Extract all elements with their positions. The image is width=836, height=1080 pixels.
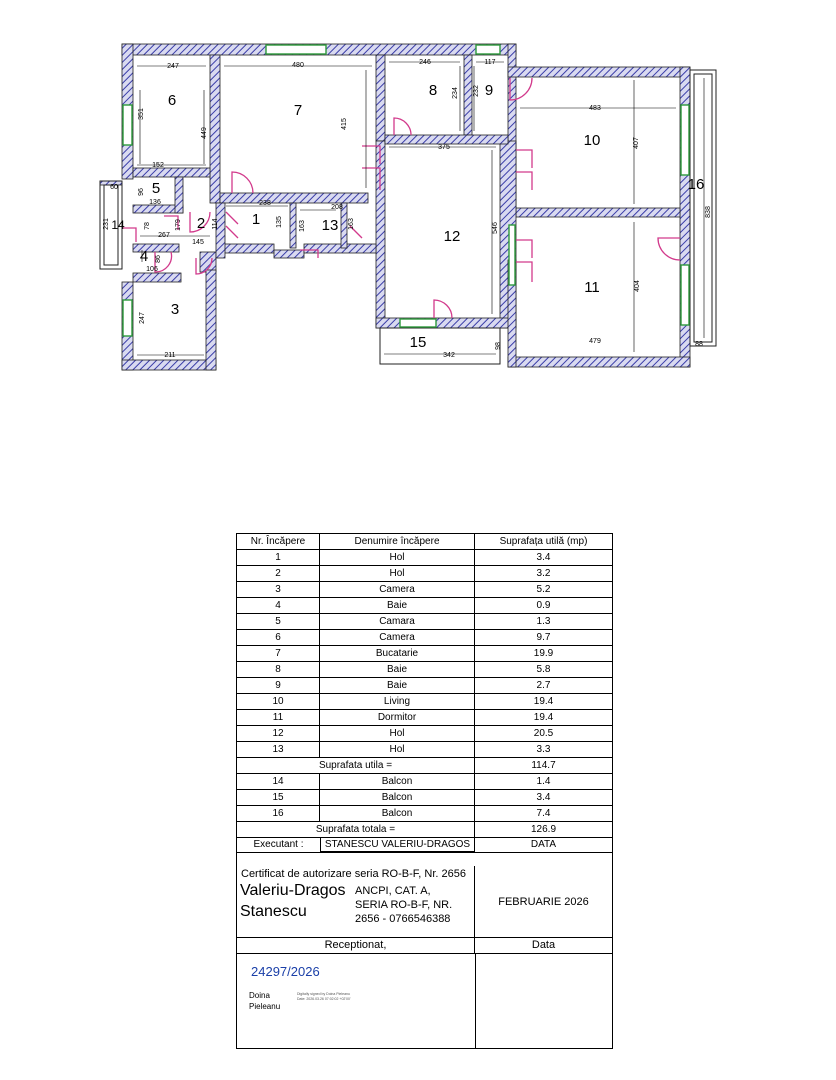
receiver-last: Pieleanu <box>249 1002 281 1011</box>
dimension-label: 375 <box>438 143 450 151</box>
table-row <box>237 630 612 646</box>
receptionat-label: Receptionat, <box>237 938 475 953</box>
cell-area: 0.9 <box>536 600 551 611</box>
table-header <box>237 534 612 550</box>
cell-nr: 11 <box>237 710 320 725</box>
cell-name: Camera <box>320 630 475 645</box>
divider <box>237 852 612 853</box>
dimension-label: 231 <box>102 218 110 230</box>
cell-nr: 3 <box>237 582 320 597</box>
room-label: 14 <box>111 218 125 233</box>
dimension-label: 136 <box>149 198 161 206</box>
dimension-label: 98 <box>494 342 502 350</box>
dimension-label: 546 <box>491 222 499 234</box>
cell-area: 3.2 <box>536 568 551 579</box>
dimension-label: 86 <box>154 255 162 263</box>
cell-nr: 9 <box>237 678 320 693</box>
cell-nr: 13 <box>237 742 320 757</box>
util-label: Suprafata utila = <box>237 758 475 773</box>
table-row <box>237 550 612 566</box>
cell-area: 3.3 <box>536 744 551 755</box>
room-label: 9 <box>484 81 494 99</box>
dimension-label: 351 <box>137 108 145 120</box>
cell-name: Balcon <box>320 790 475 805</box>
receiver-first: Doina <box>249 991 270 1000</box>
dimension-label: 163 <box>298 220 306 232</box>
room-label: 13 <box>321 216 339 234</box>
header-nr: Nr. Încăpere <box>237 534 320 549</box>
dimension-label: 96 <box>137 188 145 196</box>
dimension-label: 342 <box>443 351 455 359</box>
ancpi-stamp <box>355 884 452 926</box>
dimension-label: 211 <box>164 351 176 359</box>
registration-number: 24297/2026 <box>251 964 320 979</box>
digital-signature-text: Digitally signed by Doina Pieleanu Date: 2026.03.26 07:02:02 +02'00' <box>297 992 351 1001</box>
table-row <box>237 662 612 678</box>
data-header: DATA <box>475 838 612 853</box>
cell-name: Balcon <box>320 774 475 789</box>
cell-name: Baie <box>320 678 475 693</box>
cell-nr: 16 <box>237 806 320 821</box>
receiver-name <box>249 990 280 1012</box>
executant-name: STANESCU VALERIU-DRAGOS <box>320 838 475 852</box>
dimension-label: 407 <box>632 137 640 149</box>
table-row <box>237 566 612 582</box>
cell-name: Hol <box>320 566 475 581</box>
executant-label: Executant : <box>253 839 304 850</box>
dimension-label: 234 <box>451 87 459 99</box>
dimension-label: 247 <box>167 62 179 70</box>
table-row <box>237 614 612 630</box>
dimension-label: 152 <box>152 161 164 169</box>
dimension-label: 404 <box>633 280 641 292</box>
cell-name: Living <box>320 694 475 709</box>
certificate-block <box>237 866 475 938</box>
walls <box>100 44 690 370</box>
cell-area: 7.4 <box>536 808 551 819</box>
table-row <box>237 582 612 598</box>
cell-nr: 1 <box>237 550 320 565</box>
room-label: 7 <box>293 101 303 119</box>
dimension-label: 449 <box>200 127 208 139</box>
cell-nr: 14 <box>237 774 320 789</box>
date-value: FEBRUARIE 2026 <box>475 866 612 938</box>
table-row <box>237 710 612 726</box>
room-label: 16 <box>687 175 705 193</box>
cell-area: 19.4 <box>533 696 554 707</box>
cell-nr: 2 <box>237 566 320 581</box>
room-area-table <box>236 533 613 1049</box>
dimension-label: 415 <box>340 118 348 130</box>
dimension-label: 106 <box>146 265 158 273</box>
table-row <box>237 790 612 806</box>
room-label: 4 <box>139 247 149 265</box>
dimension-label: 479 <box>589 337 601 345</box>
cell-nr: 4 <box>237 598 320 613</box>
cell-name: Camara <box>320 614 475 629</box>
table-row <box>237 598 612 614</box>
room-label: 8 <box>428 81 438 99</box>
cell-name: Balcon <box>320 806 475 821</box>
cell-nr: 7 <box>237 646 320 661</box>
table-row <box>237 806 612 822</box>
cell-area: 3.4 <box>536 792 551 803</box>
cell-name: Dormitor <box>320 710 475 725</box>
cell-nr: 6 <box>237 630 320 645</box>
dimension-label: 78 <box>143 222 151 230</box>
floor-plan <box>0 0 836 420</box>
data-label: Data <box>531 939 556 951</box>
dimension-label: 267 <box>158 231 170 239</box>
cell-nr: 10 <box>237 694 320 709</box>
cell-name: Hol <box>320 550 475 565</box>
dimension-label: 179 <box>174 219 182 231</box>
cell-area: 20.5 <box>533 728 554 739</box>
dimension-label: 232 <box>472 85 480 97</box>
cell-area: 19.4 <box>533 712 554 723</box>
total-label: Suprafata totala = <box>237 822 475 837</box>
room-label: 1 <box>251 210 261 228</box>
signer-last: Stanescu <box>240 903 307 920</box>
room-label: 5 <box>151 179 161 197</box>
ancpi-line: ANCPI, CAT. A, <box>355 885 431 897</box>
cell-area: 2.7 <box>536 680 551 691</box>
cell-area: 3.4 <box>536 552 551 563</box>
dimension-label: 135 <box>275 216 283 228</box>
receptionat-row <box>237 938 612 954</box>
cell-area: 9.7 <box>536 632 551 643</box>
room-label: 2 <box>196 214 206 232</box>
cell-name: Baie <box>320 662 475 677</box>
cell-name: Hol <box>320 726 475 741</box>
dimension-label: 246 <box>419 58 431 66</box>
ancpi-line: SERIA RO-B-F, NR. <box>355 899 453 911</box>
signer-first: Valeriu-Dragos <box>240 882 346 899</box>
table-row <box>237 646 612 662</box>
room-label: 6 <box>167 91 177 109</box>
cell-area: 5.8 <box>536 664 551 675</box>
dimension-label: 145 <box>192 238 204 246</box>
total-row <box>237 822 612 838</box>
util-row <box>237 758 612 774</box>
dimension-label: 238 <box>259 199 271 207</box>
dimension-label: 208 <box>331 203 343 211</box>
cell-name: Baie <box>320 598 475 613</box>
header-name: Denumire încăpere <box>320 534 475 549</box>
table-row <box>237 694 612 710</box>
divider <box>475 954 476 1048</box>
dimension-label: 483 <box>589 104 601 112</box>
certificate-text: Certificat de autorizare seria RO-B-F, Nr. 2656 <box>241 868 466 880</box>
dimension-label: 114 <box>211 218 219 230</box>
cell-area: 19.9 <box>533 648 554 659</box>
util-value: 114.7 <box>531 760 556 771</box>
cell-name: Bucatarie <box>320 646 475 661</box>
room-label: 11 <box>584 278 600 296</box>
table-row <box>237 742 612 758</box>
room-label: 3 <box>170 300 180 318</box>
cell-nr: 15 <box>237 790 320 805</box>
table-row <box>237 678 612 694</box>
cell-area: 1.4 <box>536 776 551 787</box>
dimension-label: 163 <box>347 218 355 230</box>
header-area: Suprafața utilă (mp) <box>499 536 588 547</box>
cell-nr: 5 <box>237 614 320 629</box>
dimension-label: 60 <box>110 183 118 191</box>
room-label: 12 <box>443 227 461 245</box>
cell-area: 5.2 <box>536 584 551 595</box>
table-row <box>237 774 612 790</box>
dimension-label: 480 <box>292 61 304 69</box>
cell-nr: 12 <box>237 726 320 741</box>
dimension-label: 117 <box>484 58 496 66</box>
ancpi-line: 2656 - 0766546388 <box>355 913 451 925</box>
cell-area: 1.3 <box>536 616 551 627</box>
cell-name: Hol <box>320 742 475 757</box>
table-row <box>237 726 612 742</box>
cell-nr: 8 <box>237 662 320 677</box>
dimension-label: 838 <box>704 206 712 218</box>
dimension-label: 247 <box>138 312 146 324</box>
room-label: 10 <box>583 131 601 149</box>
room-label: 15 <box>409 333 427 351</box>
total-value: 126.9 <box>530 824 557 835</box>
dimension-label: 88 <box>695 340 703 348</box>
cell-name: Camera <box>320 582 475 597</box>
